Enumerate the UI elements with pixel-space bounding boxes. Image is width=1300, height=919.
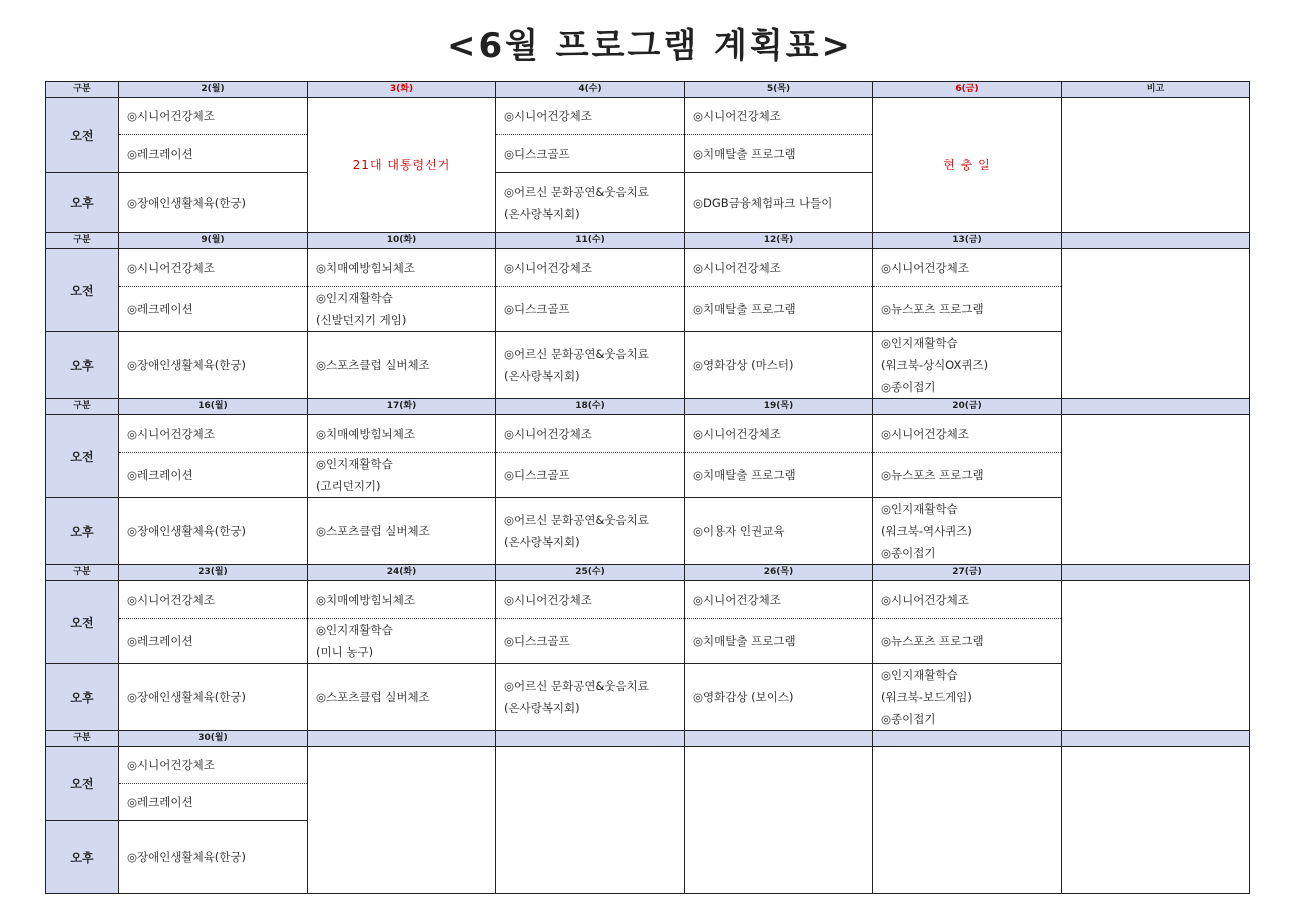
program-cell (119, 664, 308, 731)
program-cell (873, 332, 1062, 399)
program-cell: ◎시니어건강체조 (873, 415, 1062, 453)
program-cell (119, 173, 308, 233)
program-cell (308, 453, 496, 498)
program-text: ◎스포츠클럽 실버체조 (316, 524, 430, 538)
program-cell (685, 453, 873, 498)
program-cell: ◎치매예방힘뇌체조 (308, 415, 496, 453)
program-cell (308, 287, 496, 332)
holiday-cell: 21대 대통령선거 (308, 98, 496, 233)
program-cell (873, 287, 1062, 332)
day-header: 16(월) (119, 399, 308, 415)
program-text: ◎이용자 인권교육 (693, 524, 785, 538)
program-cell (119, 784, 308, 821)
program-text: ◎장애인생활체육(한궁) (127, 358, 246, 372)
program-cell: ◎시니어건강체조 (496, 249, 685, 287)
program-text: ◎어르신 문화공연&웃음치료 (504, 347, 649, 361)
program-text: ◎레크레이션 (127, 634, 193, 648)
day-header (873, 731, 1062, 747)
program-text: ◎레크레이션 (127, 795, 193, 809)
day-header: 19(목) (685, 399, 873, 415)
program-cell: ◎시니어건강체조 (119, 249, 308, 287)
day-header (496, 731, 685, 747)
notes-cell (1062, 249, 1250, 399)
program-text: ◎스포츠클럽 실버체조 (316, 358, 430, 372)
program-cell: ◎치매예방힘뇌체조 (308, 581, 496, 619)
day-header: 5(목) (685, 82, 873, 98)
program-text: ◎인지재활학습 (316, 623, 393, 637)
program-cell (496, 173, 685, 233)
am-label: 오전 (46, 747, 119, 821)
day-header: 27(금) (873, 565, 1062, 581)
program-text: ◎치매탈출 프로그램 (693, 302, 796, 316)
program-text: ◎영화감상 (마스터) (693, 358, 794, 372)
pm-label: 오후 (46, 173, 119, 233)
program-cell: ◎시니어건강체조 (496, 581, 685, 619)
program-text: ◎레크레이션 (127, 468, 193, 482)
notes-header (1062, 233, 1250, 249)
program-cell: ◎시니어건강체조 (873, 581, 1062, 619)
program-text: ◎영화감상 (보이스) (693, 690, 794, 704)
program-cell (496, 498, 685, 565)
program-cell: ◎시니어건강체조 (119, 747, 308, 784)
page-title: <6월 프로그램 계획표> (446, 26, 854, 66)
am-row (46, 98, 1250, 135)
program-text: ◎디스크골프 (504, 468, 570, 482)
program-text: ◎어르신 문화공연&웃음치료 (504, 513, 649, 527)
program-text: ◎인지재활학습 (316, 291, 393, 305)
program-text: ◎인지재활학습 (881, 668, 958, 682)
pm-label: 오후 (46, 332, 119, 399)
program-cell (873, 619, 1062, 664)
program-cell: ◎시니어건강체조 (119, 98, 308, 135)
program-cell (685, 619, 873, 664)
program-cell: ◎시니어건강체조 (685, 581, 873, 619)
program-text: ◎치매탈출 프로그램 (693, 146, 796, 161)
header-label: 구분 (46, 82, 119, 98)
program-cell (685, 664, 873, 731)
program-cell (119, 135, 308, 173)
program-text: ◎장애인생활체육(한궁) (127, 850, 246, 864)
notes-header (1062, 399, 1250, 415)
day-header: 20(금) (873, 399, 1062, 415)
program-cell (119, 453, 308, 498)
program-cell (685, 173, 873, 233)
program-cell (119, 619, 308, 664)
day-header: 12(목) (685, 233, 873, 249)
program-text: ◎종이접기 (881, 546, 936, 560)
empty-cell (685, 747, 873, 894)
program-text: ◎어르신 문화공연&웃음치료 (504, 184, 649, 199)
program-cell: ◎시니어건강체조 (685, 98, 873, 135)
program-cell: ◎시니어건강체조 (685, 249, 873, 287)
program-text: ◎치매탈출 프로그램 (693, 634, 796, 648)
program-cell (496, 332, 685, 399)
am-label: 오전 (46, 98, 119, 173)
notes-header (1062, 731, 1250, 747)
program-cell (873, 453, 1062, 498)
day-header: 2(월) (119, 82, 308, 98)
program-text: ◎뉴스포츠 프로그램 (881, 468, 984, 482)
day-header: 6(금) (873, 82, 1062, 98)
program-text: ◎디스크골프 (504, 302, 570, 316)
day-header: 17(화) (308, 399, 496, 415)
program-text: ◎레크레이션 (127, 302, 193, 316)
program-text: ◎장애인생활체육(한궁) (127, 524, 246, 538)
week-header-row (46, 233, 1250, 249)
schedule-table (45, 81, 1250, 894)
program-cell: ◎시니어건강체조 (496, 98, 685, 135)
program-cell (685, 332, 873, 399)
am-row (46, 747, 1250, 784)
program-text: (온사랑복지회) (504, 206, 580, 221)
program-text: (신발던지기 게임) (316, 313, 407, 327)
program-cell (308, 498, 496, 565)
day-header: 18(수) (496, 399, 685, 415)
day-header (308, 731, 496, 747)
header-label: 구분 (46, 233, 119, 249)
program-text: ◎장애인생활체육(한궁) (127, 690, 246, 704)
day-header: 25(수) (496, 565, 685, 581)
program-text: (워크북-보드게임) (881, 690, 972, 704)
am-row (46, 581, 1250, 619)
header-label: 구분 (46, 565, 119, 581)
notes-cell (1062, 98, 1250, 233)
day-header: 9(월) (119, 233, 308, 249)
program-cell (496, 453, 685, 498)
day-header: 13(금) (873, 233, 1062, 249)
program-cell (873, 498, 1062, 565)
holiday-cell: 현 충 일 (873, 98, 1062, 233)
program-cell (496, 135, 685, 173)
notes-cell (1062, 747, 1250, 894)
notes-header: 비고 (1062, 82, 1250, 98)
day-header: 4(수) (496, 82, 685, 98)
am-label: 오전 (46, 581, 119, 664)
am-label: 오전 (46, 415, 119, 498)
program-text: ◎종이접기 (881, 380, 936, 394)
day-header: 10(화) (308, 233, 496, 249)
header-label: 구분 (46, 399, 119, 415)
program-text: ◎종이접기 (881, 712, 936, 726)
program-text: ◎스포츠클럽 실버체조 (316, 690, 430, 704)
program-cell (308, 332, 496, 399)
header-label: 구분 (46, 731, 119, 747)
day-header: 3(화) (308, 82, 496, 98)
program-text: ◎치매탈출 프로그램 (693, 468, 796, 482)
week-header-row (46, 565, 1250, 581)
program-cell (119, 332, 308, 399)
program-text: (고리던지기) (316, 479, 381, 493)
program-cell (119, 287, 308, 332)
day-header: 30(월) (119, 731, 308, 747)
program-text: (온사랑복지회) (504, 535, 580, 549)
program-cell: ◎시니어건강체조 (873, 249, 1062, 287)
program-cell (496, 287, 685, 332)
program-text: (온사랑복지회) (504, 701, 580, 715)
program-cell (308, 619, 496, 664)
program-text: (온사랑복지회) (504, 369, 580, 383)
pm-label: 오후 (46, 821, 119, 894)
program-cell: ◎시니어건강체조 (119, 415, 308, 453)
day-header (685, 731, 873, 747)
program-cell: ◎시니어건강체조 (496, 415, 685, 453)
day-header: 26(목) (685, 565, 873, 581)
program-text: ◎뉴스포츠 프로그램 (881, 634, 984, 648)
program-text: ◎디스크골프 (504, 146, 570, 161)
am-row (46, 249, 1250, 287)
day-header: 11(수) (496, 233, 685, 249)
week-header-row (46, 399, 1250, 415)
notes-cell (1062, 581, 1250, 731)
program-text: (워크북-상식OX퀴즈) (881, 358, 989, 372)
program-text: ◎인지재활학습 (881, 336, 958, 350)
empty-cell (496, 747, 685, 894)
program-cell (119, 821, 308, 894)
program-cell (685, 498, 873, 565)
program-text: ◎디스크골프 (504, 634, 570, 648)
program-cell: ◎치매예방힘뇌체조 (308, 249, 496, 287)
program-cell: ◎시니어건강체조 (119, 581, 308, 619)
notes-header (1062, 565, 1250, 581)
day-header: 24(화) (308, 565, 496, 581)
day-header: 23(월) (119, 565, 308, 581)
program-cell: ◎시니어건강체조 (685, 415, 873, 453)
program-cell (496, 619, 685, 664)
program-cell (308, 664, 496, 731)
program-cell (496, 664, 685, 731)
program-cell (685, 135, 873, 173)
program-cell (873, 664, 1062, 731)
program-cell (119, 498, 308, 565)
am-label: 오전 (46, 249, 119, 332)
notes-cell (1062, 415, 1250, 565)
program-text: ◎인지재활학습 (316, 457, 393, 471)
am-row (46, 415, 1250, 453)
pm-label: 오후 (46, 498, 119, 565)
program-text: ◎DGB금융체험파크 나들이 (693, 195, 833, 210)
pm-label: 오후 (46, 664, 119, 731)
program-text: ◎어르신 문화공연&웃음치료 (504, 679, 649, 693)
empty-cell (308, 747, 496, 894)
program-text: ◎레크레이션 (127, 146, 193, 161)
week-header-row (46, 82, 1250, 98)
empty-cell (873, 747, 1062, 894)
program-text: ◎뉴스포츠 프로그램 (881, 302, 984, 316)
program-text: ◎인지재활학습 (881, 502, 958, 516)
program-cell (685, 287, 873, 332)
program-text: ◎장애인생활체육(한궁) (127, 195, 246, 210)
program-text: (워크북-역사퀴즈) (881, 524, 972, 538)
week-header-row (46, 731, 1250, 747)
program-text: (미니 농구) (316, 645, 374, 659)
